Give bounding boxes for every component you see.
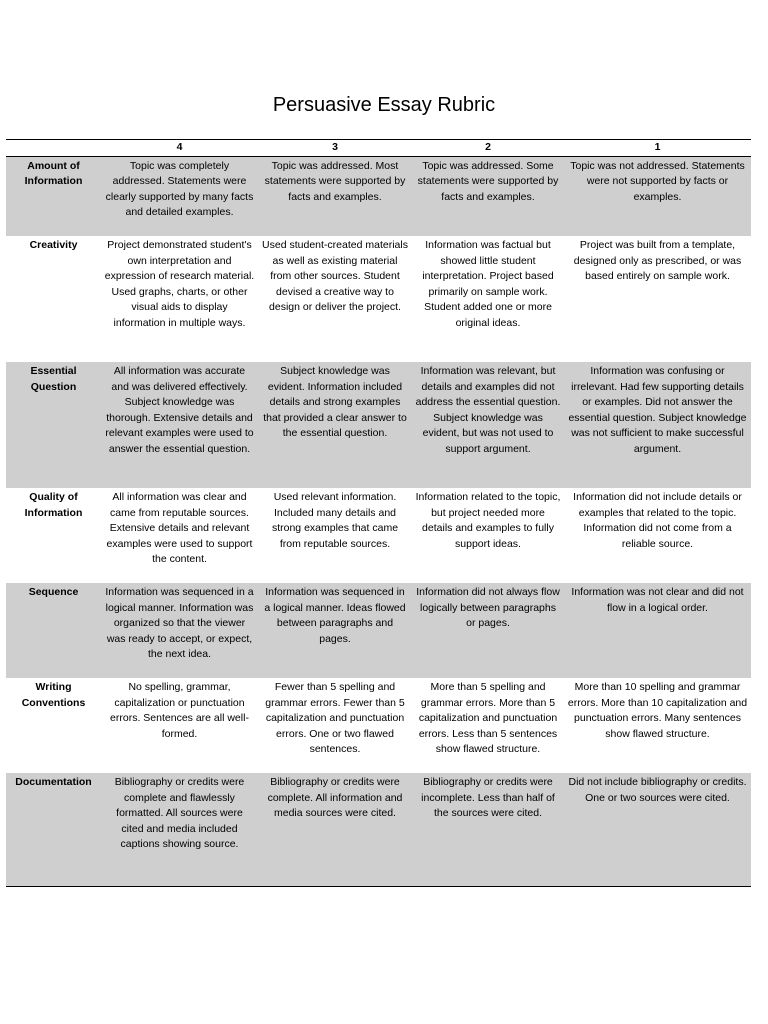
- table-row: [6, 773, 751, 886]
- header-score-3: 3: [258, 140, 412, 157]
- score-3-cell: Bibliography or credits were complete. All information and media sources were cited.: [258, 773, 412, 886]
- score-3-cell: Used relevant information. Included many details and strong examples that came from reputable sources.: [271, 491, 399, 550]
- criterion-label: Creativity: [29, 239, 78, 252]
- score-2-cell: More than 5 spelling and grammar errors. More than 5 capitalization and punctuation errors. Less than 5 sentences show flawed structure.: [418, 681, 558, 756]
- score-4-cell: Topic was completely addressed. Statements were clearly supported by many facts and detailed examples.: [101, 156, 258, 236]
- table-row: [6, 156, 751, 236]
- score-4-cell: All information was accurate and was delivered effectively. Subject knowledge was thorough. Extensive details and relevant examples were used to answer the essential question.: [101, 362, 258, 488]
- score-2-cell: Information did not always flow logically between paragraphs or pages.: [412, 583, 564, 678]
- score-4-cell: Project demonstrated student's own interpretation and expression of research material. Used graphs, charts, or other visual aids to display information in multiple ways.: [104, 239, 255, 330]
- table-row: [6, 362, 751, 488]
- score-3-cell: Used student-created materials as well as existing material from other sources. Student devised a creative way to design or deliver the project.: [262, 239, 408, 314]
- header-score-1: 1: [564, 140, 751, 157]
- score-3-cell: Fewer than 5 spelling and grammar errors. Fewer than 5 capitalization and punctuation errors. One or two flawed sentences.: [265, 681, 405, 756]
- criterion-label: Documentation: [6, 773, 101, 886]
- score-1-cell: Information did not include details or examples that related to the topic. Information did not come from a reliable source.: [573, 491, 742, 550]
- score-2-cell: Bibliography or credits were incomplete. Less than half of the sources were cited.: [412, 773, 564, 886]
- score-3-cell: Information was sequenced in a logical manner. Ideas flowed between paragraphs and pages.: [258, 583, 412, 678]
- table-row: [6, 236, 751, 362]
- table-row: [6, 583, 751, 678]
- header-criterion: [6, 140, 101, 157]
- score-1-cell: Did not include bibliography or credits. One or two sources were cited.: [564, 773, 751, 886]
- table-row: [6, 678, 751, 773]
- score-3-cell: Topic was addressed. Most statements were supported by facts and examples.: [258, 156, 412, 236]
- score-4-cell: Bibliography or credits were complete and flawlessly formatted. All sources were cited and media included captions showing source.: [101, 773, 258, 886]
- criterion-label: Essential Question: [6, 362, 101, 488]
- score-2-cell: Information related to the topic, but project needed more details and examples to fully support ideas.: [415, 491, 561, 550]
- criterion-label: Writing Conventions: [21, 681, 86, 709]
- score-4-cell: All information was clear and came from reputable sources. Extensive details and relevant examples were used to support the content.: [106, 491, 253, 566]
- score-2-cell: Information was factual but showed little student interpretation. Project based primarily on sample work. Student added one or more original ideas.: [422, 239, 554, 330]
- criterion-label: Amount of Information: [6, 156, 101, 236]
- page-title: Persuasive Essay Rubric: [272, 94, 496, 116]
- score-1-cell: Information was confusing or irrelevant. Had few supporting details or examples. Did not answer the essential question. Subject knowledge was not sufficient to make successful argument.: [564, 362, 751, 488]
- header-row: [6, 140, 751, 157]
- header-score-4: 4: [101, 140, 258, 157]
- score-4-cell: Information was sequenced in a logical manner. Information was organized so that the viewer was ready to accept, or expect, the next idea.: [101, 583, 258, 678]
- score-2-cell: Topic was addressed. Some statements were supported by facts and examples.: [412, 156, 564, 236]
- score-1-cell: More than 10 spelling and grammar errors. More than 10 capitalization and punctuation errors. Many sentences show flawed structure.: [567, 681, 748, 740]
- criterion-label: Sequence: [6, 583, 101, 678]
- score-2-cell: Information was relevant, but details and examples did not address the essential question. Subject knowledge was evident, but was not used to support argument.: [412, 362, 564, 488]
- score-4-cell: No spelling, grammar, capitalization or punctuation errors. Sentences are all well-formed.: [110, 681, 249, 740]
- score-1-cell: Information was not clear and did not flow in a logical order.: [564, 583, 751, 678]
- table-row: [6, 488, 751, 583]
- score-1-cell: Topic was not addressed. Statements were not supported by facts or examples.: [564, 156, 751, 236]
- header-score-2: 2: [412, 140, 564, 157]
- rubric-table: [6, 139, 751, 887]
- score-3-cell: Subject knowledge was evident. Information included details and strong examples that provided a clear answer to the essential question.: [258, 362, 412, 488]
- score-1-cell: Project was built from a template, designed only as prescribed, or was based entirely on sample work.: [573, 239, 742, 283]
- criterion-label: Quality of Information: [24, 491, 83, 519]
